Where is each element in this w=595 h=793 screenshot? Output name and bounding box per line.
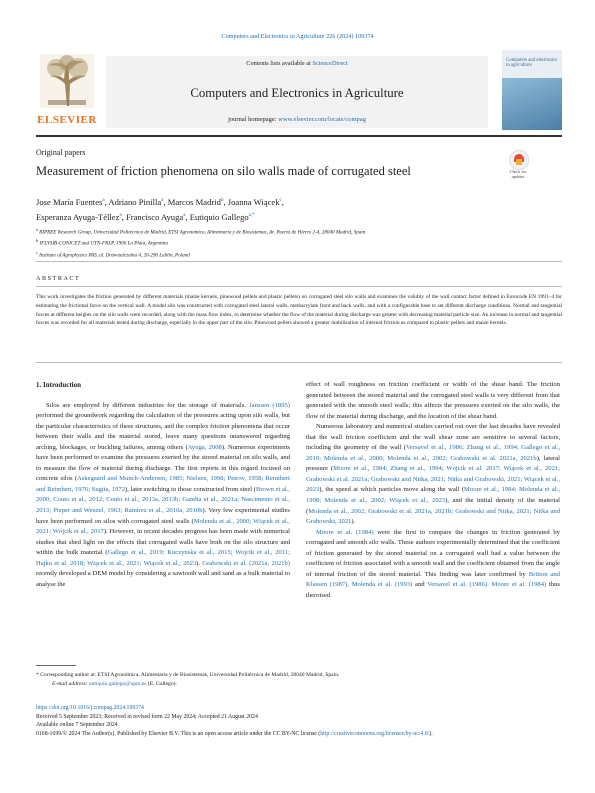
abstract-rule-mid <box>36 286 562 287</box>
author-separator: , <box>185 211 190 222</box>
license-line <box>36 730 562 739</box>
paragraph-text: thus theorised <box>306 581 561 599</box>
author-affiliation-marker[interactable]: a <box>183 212 186 218</box>
paragraph-text: recently developed a DEM model by considering a sawtooth wall and sand as a bulk material to analyse the <box>36 570 290 588</box>
citation-link[interactable]: Molenda et al., 2002; Grabowski et al. 2021a, 2021b; Grabowski and Nitka, 2021; Nitka and Grabowski, 2021 <box>306 507 560 526</box>
author-name[interactable]: Jose María Fuentes <box>36 196 103 207</box>
citation-link[interactable]: Britton and Klassen (1987), Molenda et al. (1993) <box>306 570 560 589</box>
author-list <box>36 194 516 224</box>
header-rule <box>36 135 562 137</box>
citation-link[interactable]: Janssen (1895) <box>249 401 290 409</box>
authors-line-1 <box>36 194 516 209</box>
contents-line <box>106 60 488 67</box>
check-for-updates-badge[interactable] <box>503 150 533 188</box>
paragraph-text: Silos are employed by different industries for the storage of materials. <box>46 401 250 409</box>
journal-title: Computers and Electronics in Agriculture <box>190 86 404 100</box>
paragraph-text: performed the groundwork regarding the calculation of the pressures acting upon silo walls, but the particular characteristics of these structures, and the complex friction phenomena that occur between their walls and the material stored, leave many questions unanswered regarding arching, blockages, or buckling failures, among others ( <box>36 412 290 451</box>
cover-title: Computers and electronics in agriculture <box>506 58 558 68</box>
author-name[interactable]: Adriano Pinilla <box>108 196 162 207</box>
author-separator: , <box>104 196 109 207</box>
paragraph-text: effect of wall roughness on friction coefficient or width of the shear band. The friction generated between the stored material and the corrugated steel walls is very different from that generated with the smooth steel walls; this affects the pressures exerted on the silo walls, the flow of the material during discharge, and the location of the shear band. <box>306 381 560 420</box>
left-paragraphs <box>36 401 290 591</box>
citation-link[interactable]: Gallego et al., 2019; Kuczynska et al., 2015; Wojcik et al., 2011; Hajko et al. 2018; Wiącek et al., 2021; Wiącek et al., 2023 <box>36 549 290 567</box>
homepage-link[interactable]: www.elsevier.com/locate/compag <box>278 116 366 123</box>
citation-link[interactable]: Brown et al., 2000; Couto et al., 2012; Couto et al., 2013a, 2013b; Gandia et al., 2021a; Nascimento et al., 2013; Pieper and Wenzel, 1963; Ramírez et al., 2010a, 2010b <box>36 485 291 515</box>
author-separator: , <box>121 211 126 222</box>
affiliations <box>36 226 562 260</box>
paragraph-text: ), and the initial density of the material ( <box>306 497 560 515</box>
journal-citation-line[interactable] <box>0 33 595 40</box>
check-updates-label: Check for updates <box>509 169 527 179</box>
body-paragraph <box>306 528 560 602</box>
paragraph-text: ), later switching to those constructed from steel ( <box>125 485 256 493</box>
email-link[interactable]: eutiquio.gallego@upm.es <box>89 680 147 687</box>
homepage-line <box>106 116 488 123</box>
author-name[interactable]: Eutiquio Gallego <box>189 211 249 222</box>
author-affiliation-marker[interactable]: a <box>119 212 122 218</box>
author-affiliation-marker[interactable]: c <box>279 198 282 203</box>
section-heading: 1. Introduction <box>36 381 81 389</box>
paragraph-text: ), the speed at which particles move along the wall ( <box>319 486 465 494</box>
paragraph-text: ). <box>196 559 203 567</box>
author-name[interactable]: Esperanza Ayuga-Téllez <box>36 211 120 222</box>
affiliation-marker: a <box>36 227 38 232</box>
citation-link[interactable]: Ayuga, 2008 <box>187 443 222 451</box>
elsevier-tree-icon <box>40 54 94 108</box>
paragraph-text: ). <box>351 518 356 526</box>
license-link[interactable]: http://creativecommons.org/licenses/by-nc/4.0/ <box>320 731 430 738</box>
cover-band <box>502 78 562 130</box>
check-updates-icon <box>509 150 529 170</box>
author-separator: , <box>223 196 228 207</box>
paragraph-text: Numerous laboratory and numerical studies carried out over the last decades have revealed that the wall friction coefficient and the wall shear zone are sensitive to several factors, including the geometry of the wall ( <box>306 423 560 452</box>
email-label: E-mail address: <box>52 680 90 687</box>
author-affiliation-marker[interactable]: a,* <box>248 212 255 218</box>
affiliation-item <box>36 249 562 260</box>
doi-link[interactable]: https://doi.org/10.1016/j.compag.2024.109374 <box>36 705 144 711</box>
citation-link[interactable]: Moore et al., 1984; Molenda et al., 1998; Molenda et al., 2002; Wiącek et al., 2023 <box>306 486 560 505</box>
email-suffix: (E. Gallego). <box>146 680 177 687</box>
author-name[interactable]: Marcos Madrid <box>167 196 221 207</box>
body-paragraph <box>306 380 560 422</box>
author-affiliation-marker[interactable]: a <box>161 198 164 203</box>
author-separator: , <box>281 196 284 207</box>
citation-link[interactable]: Molenda et al., 2000; Wiącek et al., 2021; Wójcik et al., 2017 <box>36 517 290 536</box>
elsevier-logo[interactable] <box>36 54 98 130</box>
citation-link[interactable]: Versavel et al. (1986). Moore et al. (1984) <box>427 581 547 589</box>
affiliation-text: IFLYSIB-CONICET and UTN-FRLP, 1900 La Plata, Argentina <box>38 241 168 248</box>
citation-link[interactable]: Moore et al. (1984) <box>316 528 374 536</box>
available-online: Available online 7 September 2024 <box>36 722 118 729</box>
paragraph-text: were the first to compare the changes in friction generated by corrugated and smooth silo walls. These authors experimentally determined that the coefficient of friction generated by the stored material on a corrugated wall had a value between the coefficient of friction associated with a smooth wall and the coefficient obtained from the angle of internal friction of the stored material. This finding was later confirmed by <box>306 528 560 578</box>
publisher-wordmark: ELSEVIER <box>37 114 97 126</box>
author-separator: , <box>163 196 168 207</box>
journal-cover-image[interactable] <box>502 50 562 130</box>
footnote-text: Corresponding author at: ETSI Agronómica, Alimentaria y de Biosistemas, Universidad Politécnica de Madrid, 28040 Madrid, Spain. <box>38 672 340 678</box>
affiliation-marker: c <box>36 249 38 255</box>
abstract-rule-top <box>36 261 562 262</box>
body-column-left <box>36 380 290 590</box>
citation-link[interactable]: Askegaard and Munch-Andersen, 1985; Nielsen, 1998; Petrov, 1958; Reimbert and Reimbert, 1976; Sugita, 1972 <box>36 475 290 493</box>
paragraph-text: ). Very few experimental studies have been performed on silos with corrugated steel walls ( <box>36 507 290 525</box>
body-paragraph <box>36 401 290 591</box>
affiliation-text: Institute of Agrophysics PAS, ul. Doświadczalna 4, 20-290 Lublin, Poland <box>37 252 190 259</box>
article-title: Measurement of friction phenomena on silo walls made of corrugated steel <box>36 164 411 178</box>
body-column-right <box>306 380 560 601</box>
abstract-text: This work investigates the friction generated by different materials (maize kernels, pinewood pellets and plastic pellets) on corrugated steel silo walls and examines the validity of the wall contact factor defined in Eurocode EN 1991–4 for estimating the frictional force on the vertical wall. A model silo was constructed with corrugated steel lateral walls, methacrylate front and back walls, and with a configurable base to set different discharge conditions. Normal and tangential forces at different heights on the silo walls were recorded, along with the mass flow index, to determine whether the flow of the material during discharge was greater with decreasing material particle size. An increase in normal and tangential forces was recorded for all materials tested during discharge, especially in the upper part of the silo. Pinewood pellets showed a greater mobilisation of internal friction as compared to plastic pellets and maize kernels. <box>36 294 562 327</box>
citation-link[interactable]: Grabowski et al. (2021a, 2021b) <box>202 559 291 567</box>
body-paragraph <box>306 422 560 527</box>
affiliation-item <box>36 226 562 237</box>
footnote-marker: * <box>36 672 39 678</box>
author-affiliation-marker[interactable]: b <box>220 198 224 203</box>
journal-masthead <box>36 50 562 130</box>
article-metadata <box>36 704 562 739</box>
affiliation-text: BIPREE Research Group, Universidad Politécnica de Madrid, ETSI Agronómica, Alimentaria y de Biosistemas, Av. Puerta de Hierro 2-4, 28040 Madrid, Spain <box>37 229 366 236</box>
affiliation-marker: b <box>36 238 39 244</box>
affiliation-item <box>36 237 562 248</box>
license-suffix: ). <box>429 731 433 738</box>
author-name[interactable]: Francisco Ayuga <box>125 211 184 222</box>
contents-prefix: Contents lists available at <box>246 60 313 67</box>
paragraph-text: ), lateral pressure ( <box>306 454 561 473</box>
author-affiliation-marker[interactable]: a <box>102 198 105 203</box>
citation-link[interactable]: Moore et al., 1984; Zhang et al., 1994; Wójcik et al. 2017; Wiącek et al., 2021; Grabowski et al. 2021a; Grabowski and Nitka, 2021; Nitka and Grabowski, 2021; Wiącek et al., 2023 <box>306 465 560 494</box>
paragraph-text: ). However, in recent decades progress has been made with numerical studies that shed light on the effects that corrugated walls have both on the silo structure and within the bulk material ( <box>36 528 290 557</box>
homepage-prefix: journal homepage: <box>228 116 279 123</box>
footnote-rule <box>36 665 76 666</box>
citation-link[interactable]: Versavel et al., 1986; Zhang et al., 1994; Gallego et al., 2019; Molenda et al., 2000; Molenda et al., 2002; Grabowski et al. 2021a, 2021b <box>306 444 560 462</box>
authors-line-2 <box>36 209 516 224</box>
abstract-rule-bottom <box>36 362 562 363</box>
corresponding-author-footnote <box>36 671 562 688</box>
license-prefix: 0168-1699/© 2024 The Author(s). Published by Elsevier B.V. This is an open access article under the CC BY-NC license ( <box>36 731 321 738</box>
sciencedirect-link[interactable]: ScienceDirect <box>312 60 348 67</box>
paragraph-text: and <box>412 581 428 589</box>
right-paragraphs <box>306 380 560 601</box>
journal-header-box <box>106 56 488 128</box>
received-dates: Received 5 September 2023; Received in revised form 22 May 2024; Accepted 21 August 2024 <box>36 713 258 720</box>
author-name[interactable]: Joanna Wiącek <box>227 196 280 207</box>
paragraph-text: ). Numerous experiments have been performed to examine the pressures exerted by the stored material on silo walls, and to measure the flow of material during discharge. The first reports in this regard focused on concrete silos ( <box>36 443 290 483</box>
abstract-heading: ABSTRACT <box>36 275 81 282</box>
article-type: Original papers <box>36 148 86 157</box>
citation-text[interactable]: Computers and Electronics in Agriculture 226 (2024) 109374 <box>221 33 374 40</box>
